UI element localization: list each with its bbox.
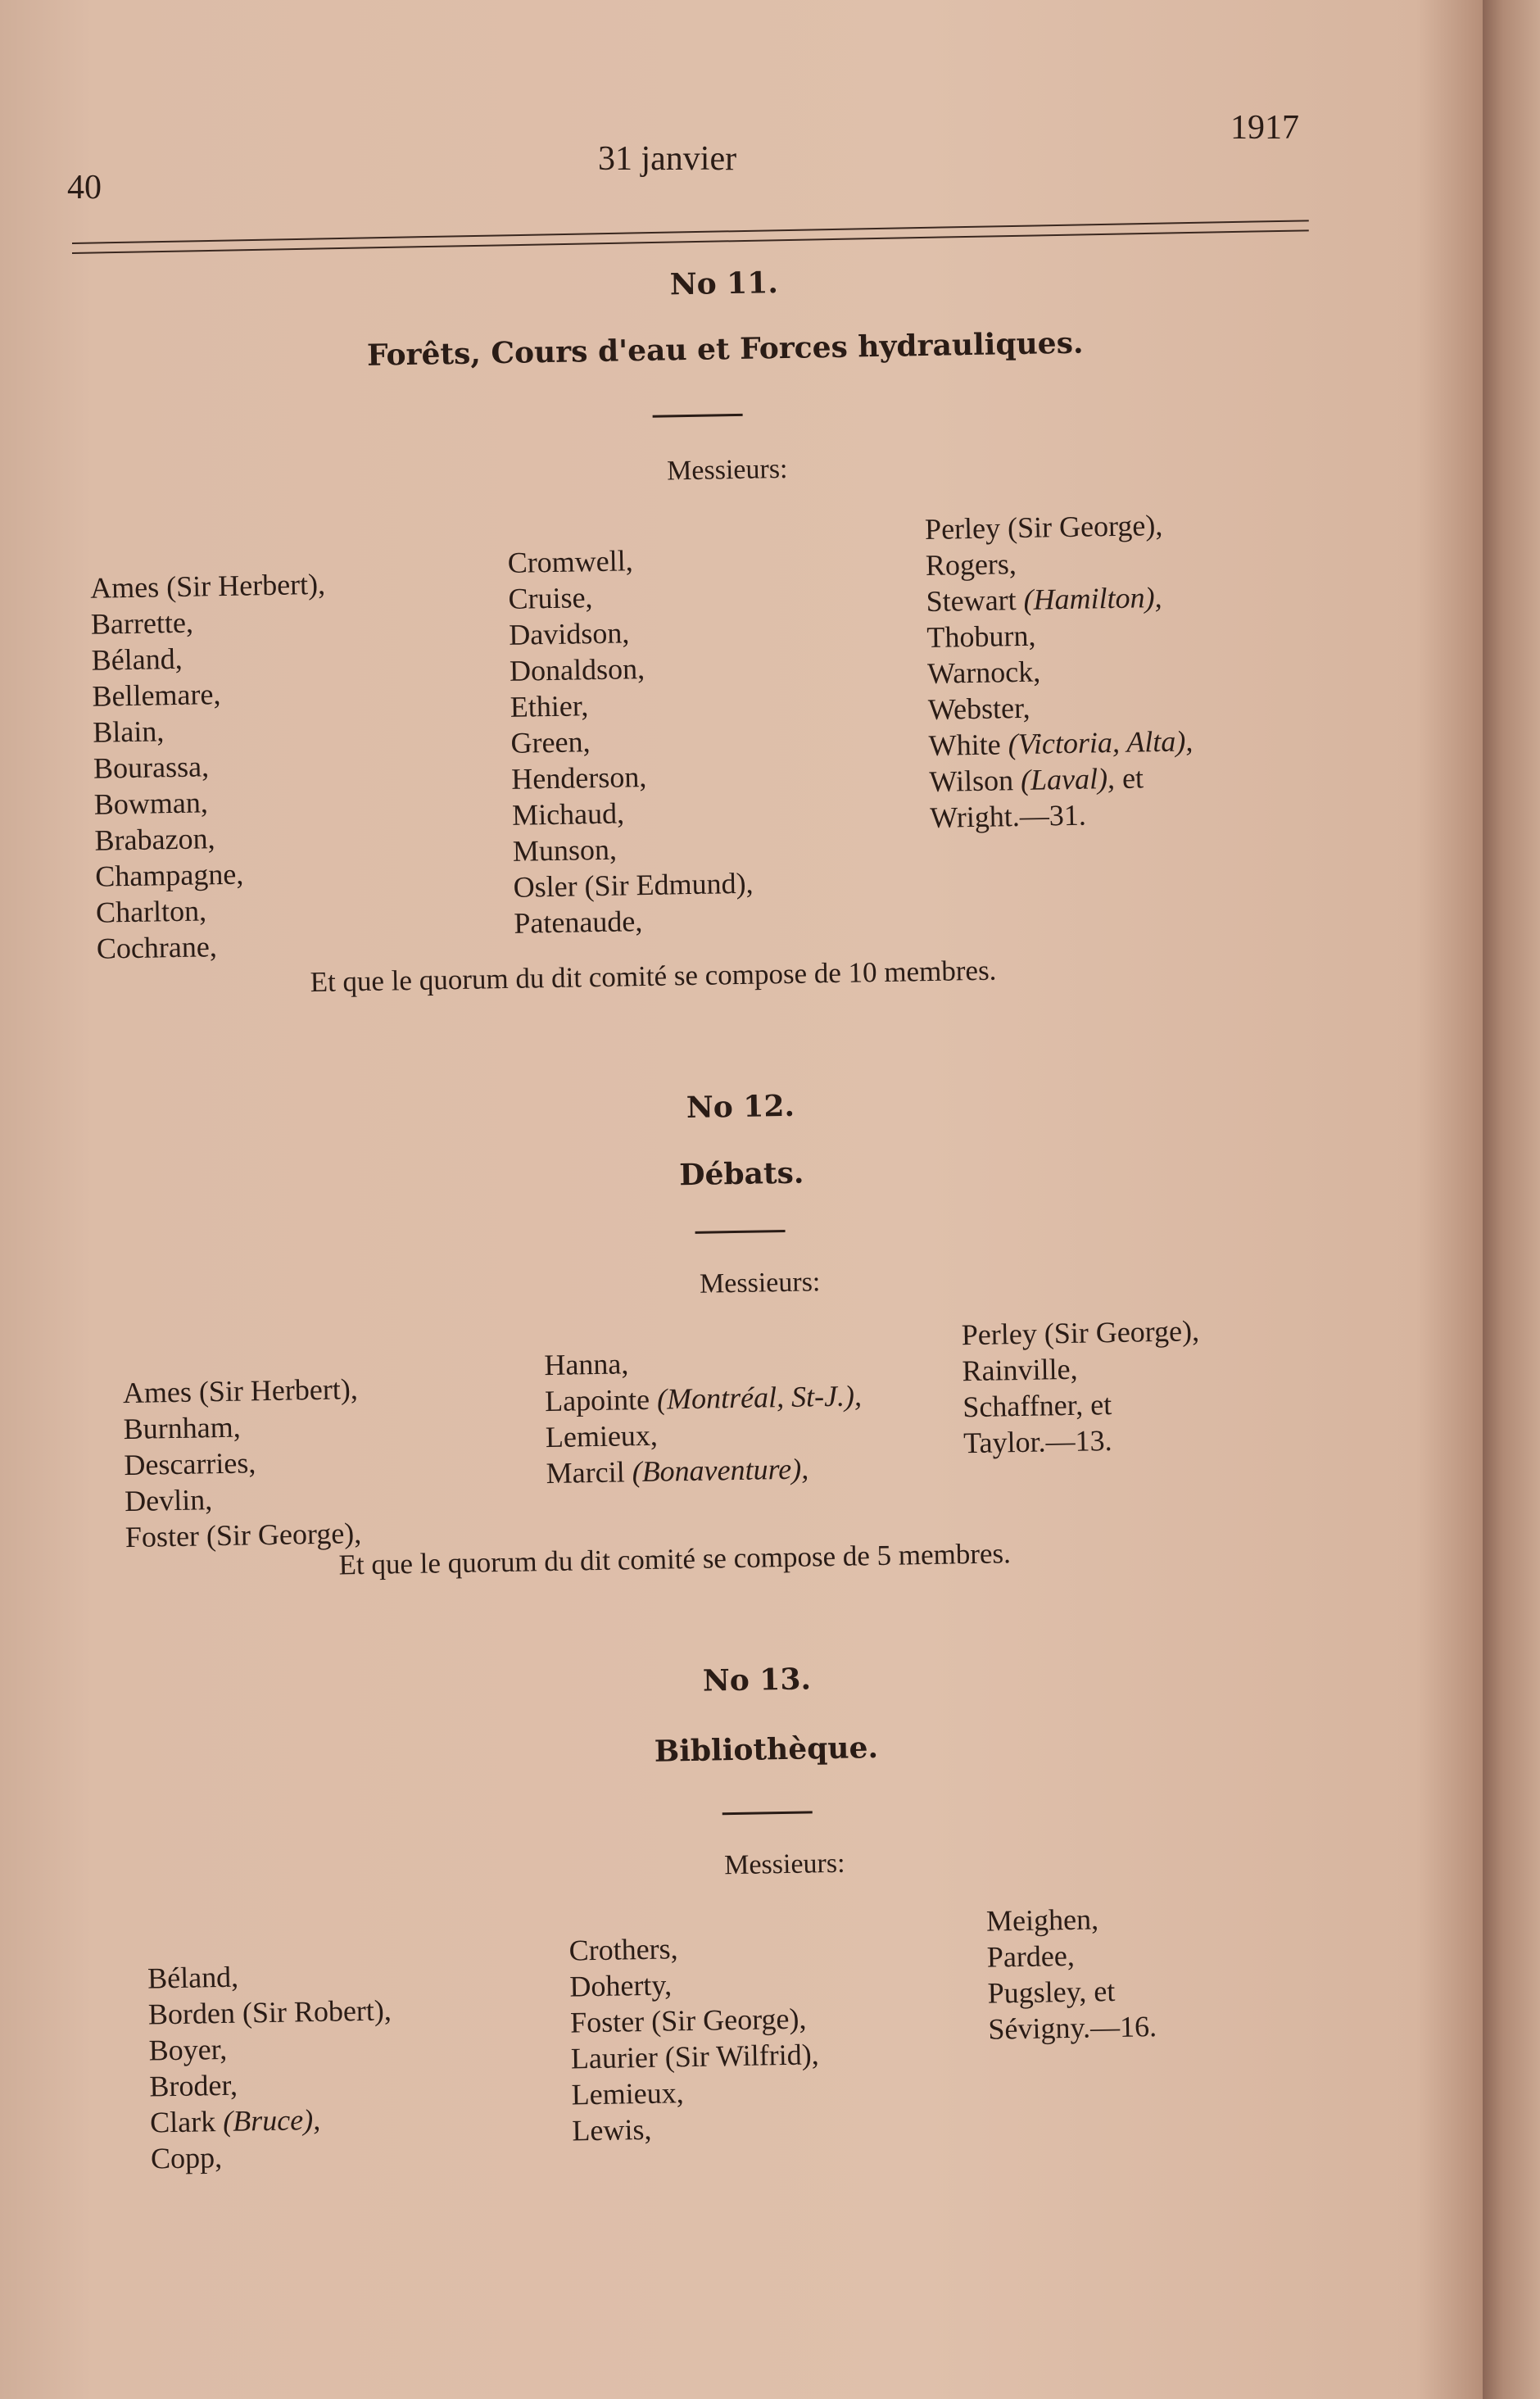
riding: (Bonaventure), (632, 1452, 809, 1489)
section-number: No 12. (686, 1088, 795, 1126)
member: Meighen, (985, 1902, 1099, 1938)
member: Henderson, (510, 760, 647, 796)
member: Champagne, (94, 857, 244, 893)
member: Foster (Sir George), (125, 1517, 362, 1554)
messieurs-label: Messieurs: (699, 1267, 821, 1299)
page-date: 31 janvier (598, 140, 737, 178)
member: Munson, (512, 832, 618, 868)
member: Wright.—31. (929, 798, 1087, 834)
member-name: Wilson (929, 764, 1014, 798)
member-name: Marcil (546, 1455, 625, 1490)
member: Taylor.—13. (962, 1424, 1112, 1460)
member: Schaffner, et (962, 1388, 1112, 1424)
members-column-2 (568, 1928, 820, 2148)
quorum-text: Et que le quorum du dit comité se compose de 5 membres. (338, 1537, 1012, 1581)
member: Devlin, (124, 1483, 213, 1518)
members-column-1 (147, 1956, 395, 2176)
member: Cromwell, (507, 544, 634, 579)
member: Borden (Sir Robert), (147, 1993, 392, 2031)
member: Patenaude, (514, 905, 643, 940)
member: Béland, (91, 642, 183, 677)
member: Hanna, (544, 1347, 629, 1382)
page-year: 1917 (1230, 109, 1299, 147)
member: Davidson, (508, 616, 630, 651)
riding: (Montréal, St-J.), (656, 1379, 863, 1416)
riding: (Laval), (1020, 761, 1116, 796)
member: Ethier, (510, 689, 589, 723)
conjunction: et (1121, 761, 1144, 795)
member: Webster, (927, 691, 1030, 726)
member: Bellemare, (92, 678, 221, 713)
member: Michaud, (511, 796, 625, 832)
member-name: White (928, 728, 1002, 762)
riding: (Victoria, Alta), (1008, 724, 1194, 761)
member: Osler (Sir Edmund), (513, 866, 754, 904)
member: Crothers, (568, 1932, 678, 1967)
member: Doherty, (569, 1968, 673, 2003)
member: Donaldson, (509, 651, 645, 687)
member: Lemieux, (571, 2076, 684, 2111)
riding: (Bruce), (222, 2102, 321, 2138)
member: Rainville, (962, 1352, 1078, 1388)
member: Bowman, (93, 786, 209, 821)
section-title: Forêts, Cours d'eau et Forces hydrauliques. (366, 325, 1084, 373)
section-number: No 13. (702, 1662, 812, 1698)
member: Pardee, (986, 1939, 1076, 1974)
member: Perley (Sir George), (924, 508, 1163, 546)
member: Descarries, (124, 1446, 256, 1482)
section-title: Bibliothèque. (654, 1730, 879, 1769)
member: Perley (Sir George), (961, 1314, 1200, 1352)
member: Bourassa, (93, 750, 210, 785)
member: Ames (Sir Herbert), (89, 567, 326, 605)
member: Burnham, (123, 1410, 241, 1446)
members-column-3 (986, 1900, 1157, 2048)
member: Foster (Sir George), (569, 2002, 807, 2039)
member: Barrette, (90, 605, 194, 641)
member: Lemieux, (545, 1418, 659, 1454)
section-title: Débats. (678, 1155, 804, 1193)
member-name: Clark (149, 2105, 216, 2139)
member: Broder, (149, 2068, 238, 2103)
member: Thoburn, (926, 619, 1036, 654)
riding: (Hamilton), (1023, 580, 1162, 616)
member: Béland, (147, 1960, 239, 1995)
member: Brabazon, (94, 822, 215, 857)
member: Lewis, (572, 2112, 652, 2147)
section-number: No 11. (669, 265, 779, 302)
member (150, 2100, 394, 2140)
member: Blain, (92, 714, 165, 749)
member-name: Lapointe (544, 1382, 650, 1418)
member: Ames (Sir Herbert), (122, 1372, 359, 1410)
section-divider (722, 1811, 813, 1815)
member: Copp, (150, 2141, 223, 2175)
member: Pugsley, et (987, 1974, 1116, 2010)
messieurs-label: Messieurs: (723, 1848, 845, 1881)
quorum-text: Et que le quorum du dit comité se compose de 10 membres. (310, 954, 997, 999)
member-name: Stewart (926, 583, 1017, 618)
member: Charlton, (95, 894, 207, 929)
member: Rogers, (925, 547, 1017, 582)
member: Sévigny.—16. (988, 2010, 1157, 2046)
member: Boyer, (148, 2032, 228, 2067)
member: Laurier (Sir Wilfrid), (570, 2038, 820, 2075)
page-number: 40 (67, 169, 102, 206)
member: Green, (510, 725, 591, 760)
member: Cochrane, (96, 930, 218, 965)
member: Warnock, (926, 655, 1041, 690)
messieurs-label: Messieurs: (666, 453, 788, 487)
member: Cruise, (508, 581, 593, 615)
